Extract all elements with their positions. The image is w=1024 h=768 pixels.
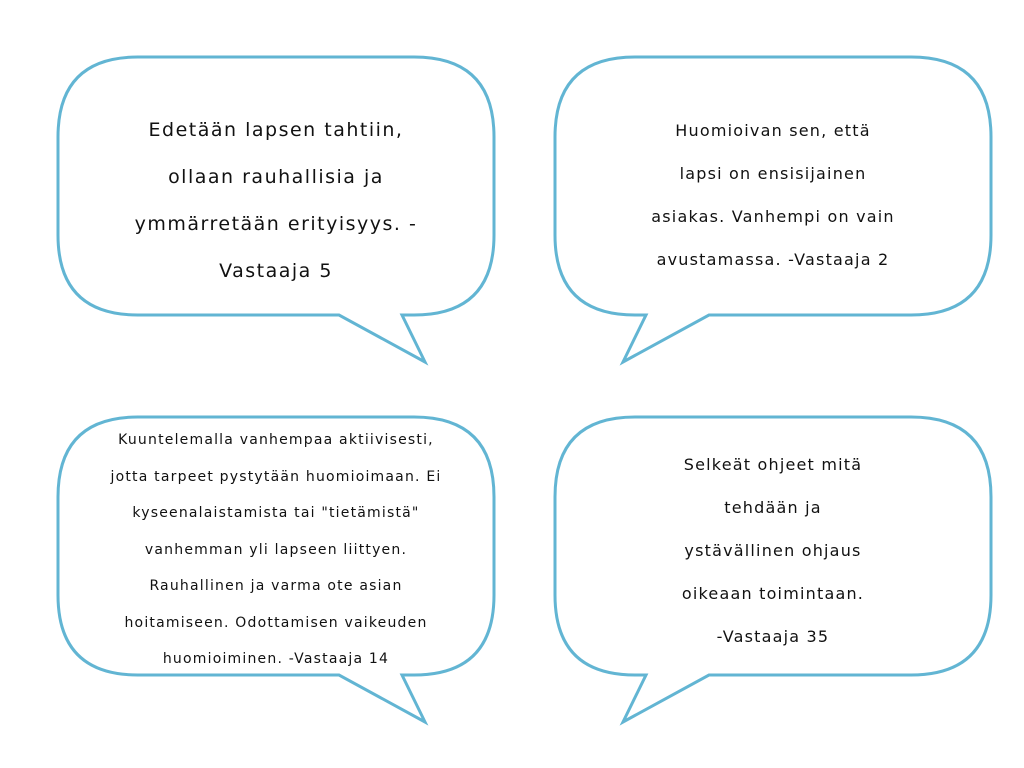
quote-2 — [555, 109, 991, 281]
quote-2-line: asiakas. Vanhempi on vain — [651, 207, 895, 226]
quote-3-line: huomioiminen. -Vastaaja 14 — [162, 651, 390, 667]
quote-3-line: vanhemman yli lapseen liittyen. — [144, 541, 408, 558]
quote-3-line: hoitamiseen. Odottamisen vaikeuden — [124, 614, 428, 631]
quote-3 — [58, 422, 494, 678]
quote-2-line: Huomioivan sen, että — [675, 121, 871, 140]
quote-2-line: lapsi on ensisijainen — [679, 164, 867, 183]
quote-1-line: Vastaaja 5 — [219, 260, 333, 282]
quote-4-line: ystävällinen ohjaus — [684, 541, 862, 560]
quote-4-line: -Vastaaja 35 — [716, 627, 830, 646]
quote-3-line: jotta tarpeet pystytään huomioimaan. Ei — [110, 468, 442, 485]
quote-4-line: Selkeät ohjeet mitä — [683, 455, 863, 474]
quote-1-line: Edetään lapsen tahtiin, — [148, 119, 404, 141]
quote-2-line: avustamassa. -Vastaaja 2 — [656, 250, 890, 269]
quote-4-line: tehdään ja — [724, 498, 822, 517]
quote-1-line: ymmärretään erityisyys. - — [134, 213, 418, 235]
quote-4 — [555, 443, 991, 658]
quote-4-line: oikeaan toimintaan. — [681, 584, 865, 603]
quote-3-line: kyseenalaistamista tai "tietämistä" — [132, 505, 420, 521]
quote-3-line: Kuuntelemalla vanhempaa aktiivisesti, — [118, 432, 434, 448]
quote-3-line: Rauhallinen ja varma ote asian — [149, 578, 403, 594]
quote-1 — [2, 107, 550, 295]
quote-1-line: ollaan rauhallisia ja — [168, 166, 384, 188]
